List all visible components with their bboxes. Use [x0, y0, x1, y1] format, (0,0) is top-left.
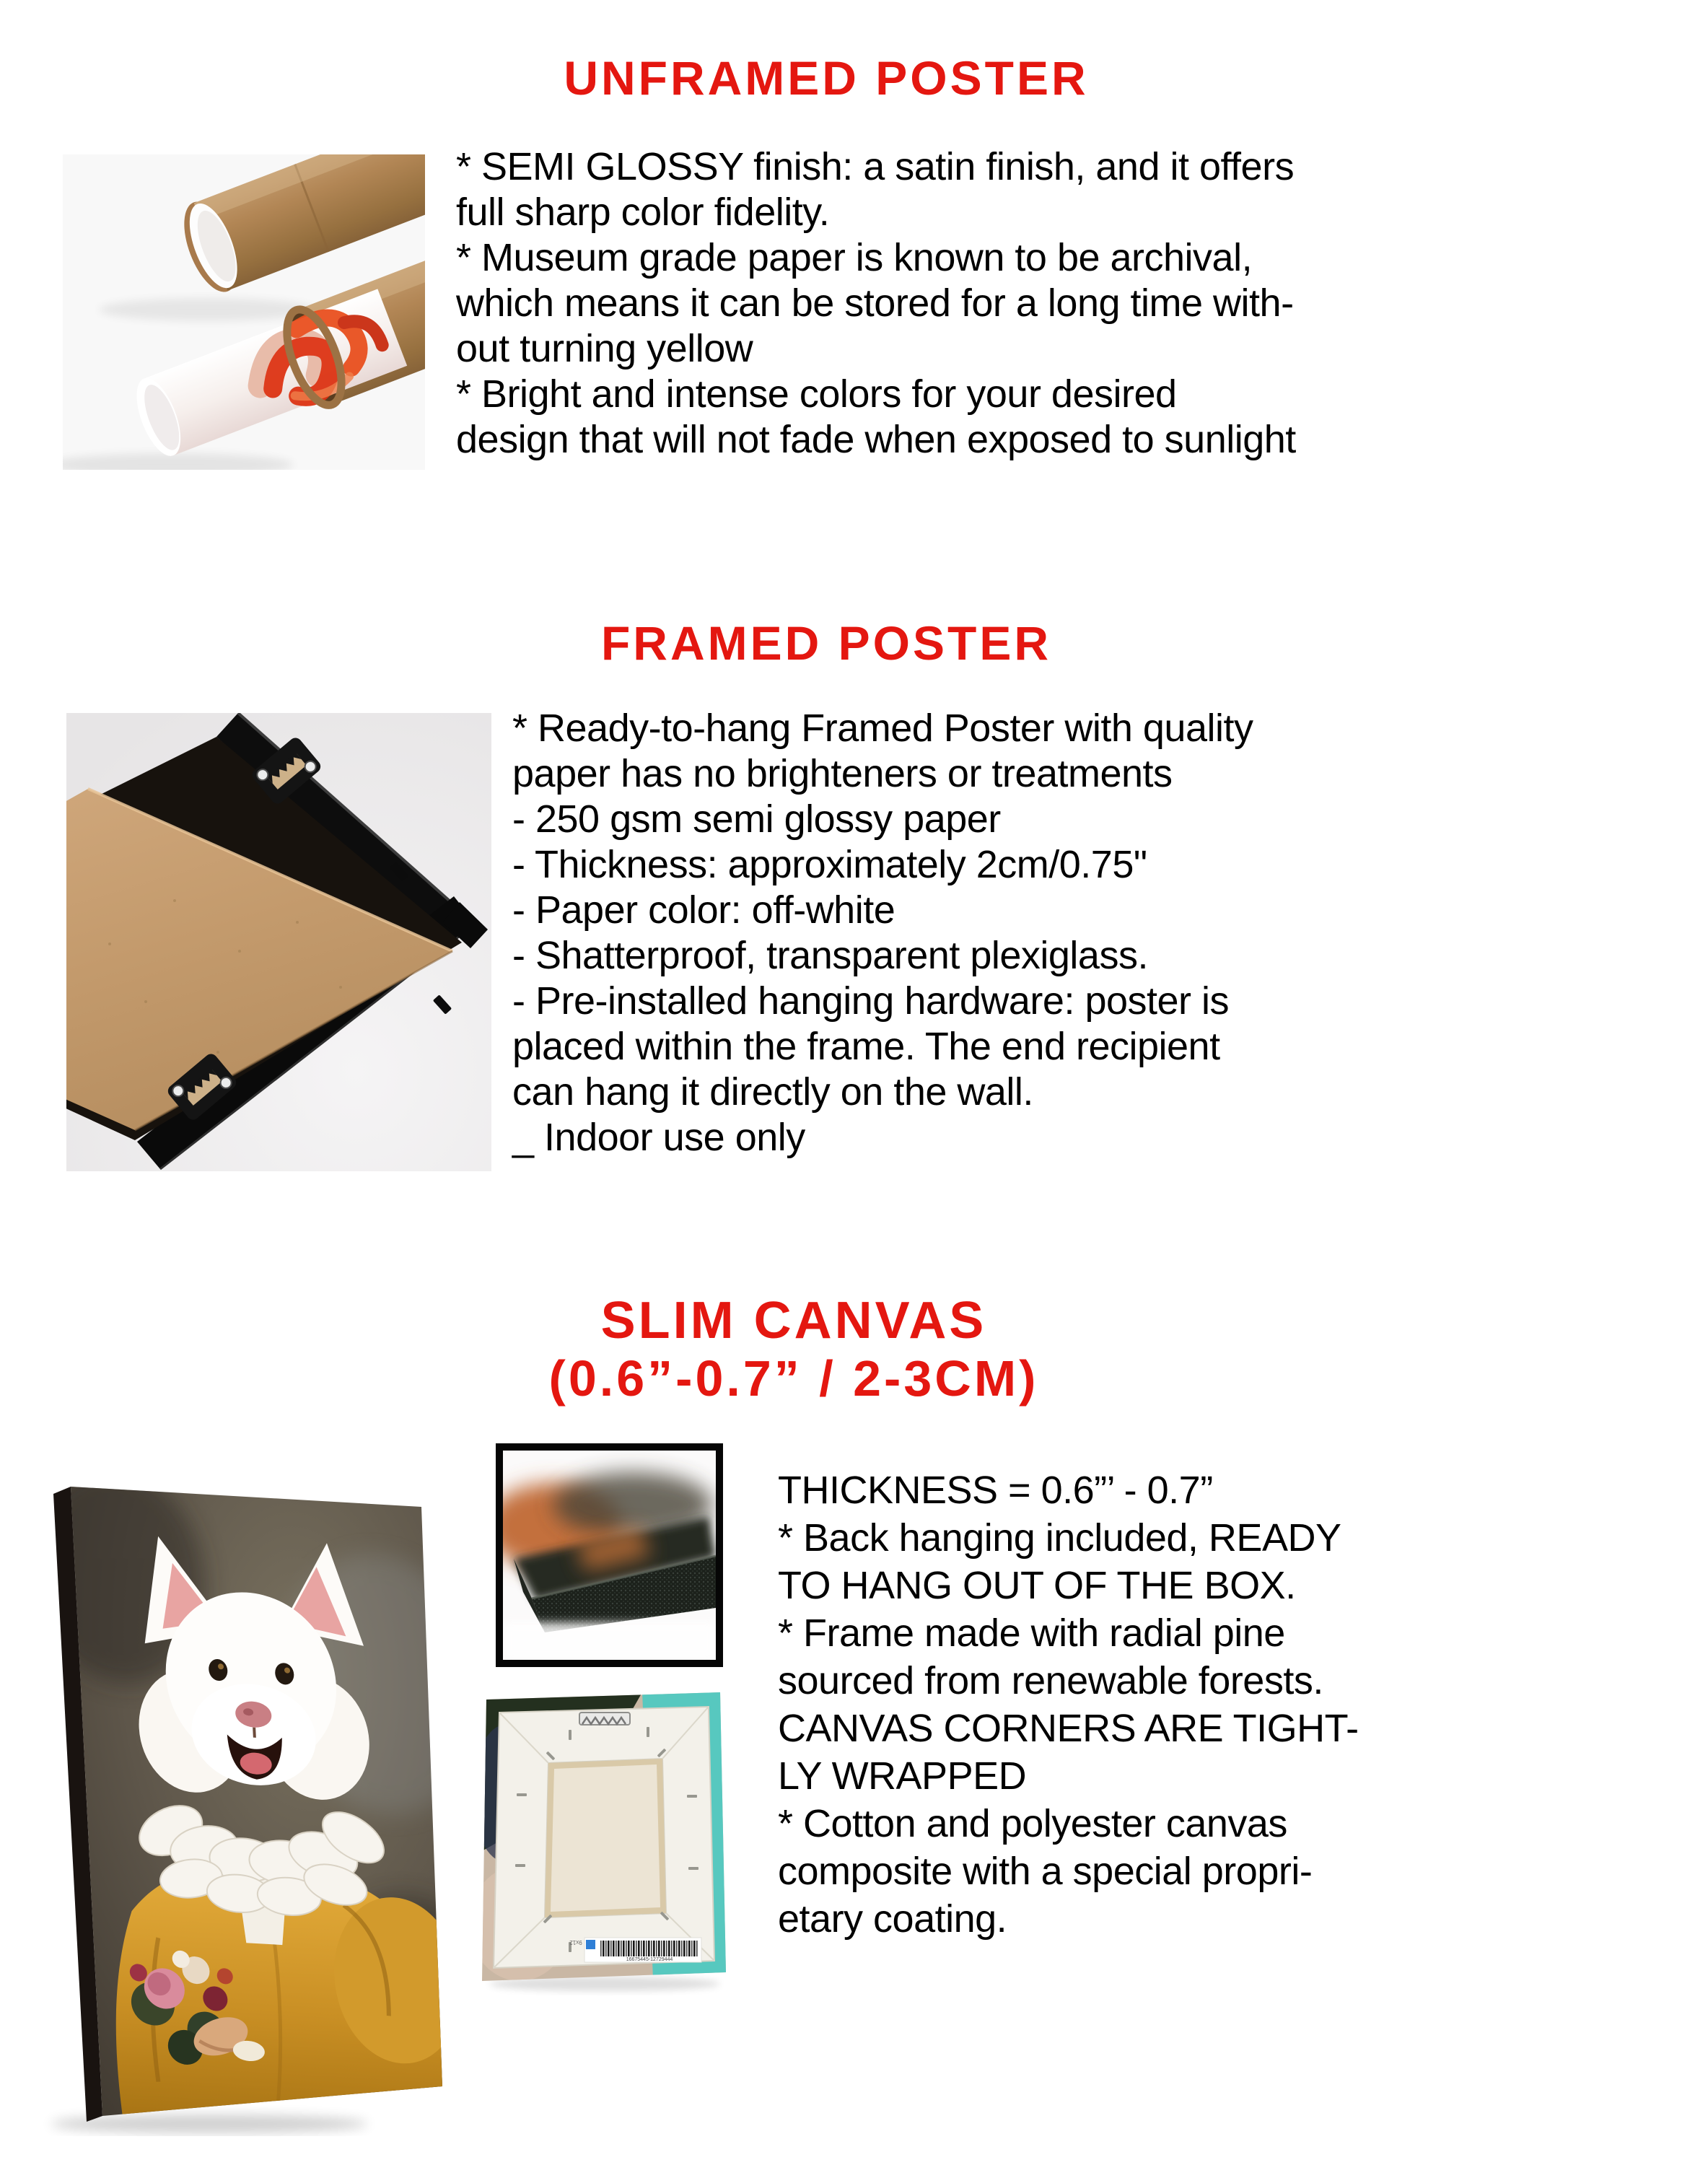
text-line: - Paper color: off-white	[512, 888, 895, 932]
text-line: * SEMI GLOSSY finish: a satin finish, and it offers	[456, 145, 1295, 188]
text-line: design that will not fade when exposed to sunlight	[456, 418, 1296, 461]
text-line: THICKNESS = 0.6”’ - 0.7”	[778, 1469, 1213, 1512]
text-line: placed within the frame. The end recipient	[512, 1025, 1220, 1068]
stretcher-frame	[494, 1707, 714, 1968]
text-line: * Ready-to-hang Framed Poster with quality	[512, 707, 1253, 750]
text-line: _ Indoor use only	[512, 1116, 805, 1159]
slim-canvas-title: SLIM CANVAS	[600, 1292, 987, 1350]
slim-canvas-subtitle: (0.6”-0.7” / 2-3CM)	[548, 1350, 1039, 1407]
section-title-slim-canvas	[0, 1292, 1587, 1407]
text-line: which means it can be stored for a long time with-	[456, 281, 1294, 325]
text-line: - Pre-installed hanging hardware: poster is	[512, 979, 1230, 1023]
barcode-label: 16675445-12729444	[626, 1957, 673, 1962]
section-title-unframed: UNFRAMED POSTER	[564, 51, 1089, 105]
text-line: out turning yellow	[456, 327, 753, 370]
text-line: CANVAS CORNERS ARE TIGHT-	[778, 1707, 1359, 1750]
text-line: LY WRAPPED	[778, 1754, 1027, 1798]
blue-label	[586, 1940, 595, 1949]
text-line: - Thickness: approximately 2cm/0.75"	[512, 843, 1147, 886]
text-line: * Museum grade paper is known to be archival,	[456, 236, 1253, 279]
framed-poster-text	[512, 706, 1253, 1160]
text-line: paper has no brighteners or treatments	[512, 752, 1173, 795]
section-title-framed: FRAMED POSTER	[600, 616, 1052, 670]
text-line: * Bright and intense colors for your desired	[456, 372, 1177, 416]
text-line: * Cotton and polyester canvas	[778, 1802, 1287, 1845]
poster-tubes-photo	[63, 154, 425, 470]
unframed-poster-text	[456, 144, 1296, 463]
canvas-edge-photo	[496, 1443, 723, 1667]
canvas-front-photo	[43, 1476, 462, 2136]
text-line: - 250 gsm semi glossy paper	[512, 797, 1001, 841]
sawtooth-hanger-icon	[579, 1713, 630, 1725]
frame-back-photo	[66, 713, 491, 1171]
canvas-back-photo	[476, 1685, 732, 1995]
text-line: TO HANG OUT OF THE BOX.	[778, 1564, 1296, 1607]
text-line: * Frame made with radial pine	[778, 1611, 1285, 1655]
text-line: sourced from renewable forests.	[778, 1659, 1323, 1702]
text-line: full sharp color fidelity.	[456, 191, 830, 234]
text-line: * Back hanging included, READY	[778, 1516, 1341, 1560]
text-line: - Shatterproof, transparent plexiglass.	[512, 934, 1148, 977]
barcode-sticker	[569, 1938, 701, 1962]
slim-canvas-text	[778, 1466, 1359, 1943]
text-line: etary coating.	[778, 1897, 1007, 1941]
canvas-fabric	[551, 1764, 660, 1912]
barcode	[600, 1941, 698, 1956]
text-line: composite with a special propri-	[778, 1850, 1313, 1893]
size-label: 9x12	[569, 1939, 582, 1946]
pet-portrait-painting	[43, 1476, 462, 2136]
text-line: can hang it directly on the wall.	[512, 1070, 1033, 1114]
